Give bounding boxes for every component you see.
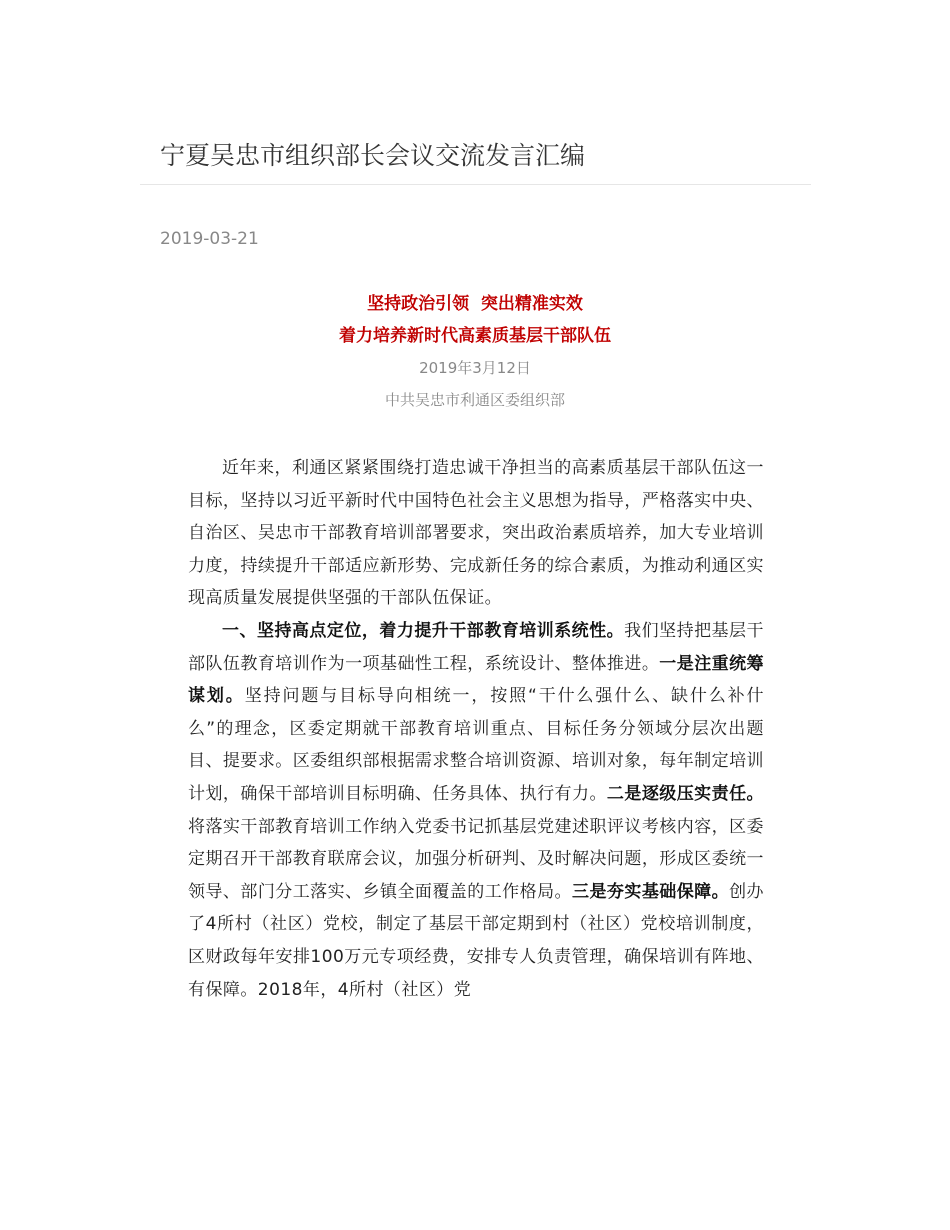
title-divider [140,184,811,185]
article-headline-line-2: 着力培养新时代高素质基层干部队伍 [339,326,611,346]
section-intro-text: 我们坚持把基层干部队伍教育培训作为一项基础性工程，系统设计、整体推进。 [188,620,764,674]
article-body [188,452,764,1006]
point-1-heading: 一是注重统筹谋划。 [188,653,765,707]
point-2-heading: 二是逐级压实责任。 [606,783,764,804]
point-1-text: 坚持问题与目标导向相统一，按照“干什么强什么、缺什么补什么”的理念，区委定期就干部教育培训重点、目标任务分领域分层次出题目、提要求。区委组织部根据需求整合培训资源、培训对象，每年制定培训计划，确保干部培训目标明确、任务具体、执行有力。 [188,686,765,804]
section-heading: 一、坚持高点定位，着力提升干部教育培训系统性。 [222,620,625,641]
article-author: 中共吴忠市利通区委组织部 [384,391,565,409]
body-paragraph-section-1 [188,615,764,1006]
point-3-text: 创办了4所村（社区）党校，制定了基层干部定期到村（社区）党校培训制度，区财政每年安排100万元专项经费，安排专人负责管理，确保培训有阵地、有保障。2018年，4所村（社区）党 [188,881,764,1000]
point-2-text: 将落实干部教育培训工作纳入党委书记抓基层党建述职评议考核内容，区委定期召开干部教育联席会议，加强分析研判、及时解决问题，形成区委统一领导、部门分工落实、乡镇全面覆盖的工作格局。 [188,816,764,902]
page-title: 宁夏吴忠市组织部长会议交流发言汇编 [160,141,586,170]
speech-date: 2019年3月12日 [419,359,531,377]
article-header [188,288,762,416]
point-3-heading: 三是夯实基础保障。 [572,881,730,902]
article-headline-line-1: 坚持政治引领 突出精准实效 [367,294,583,314]
body-paragraph-intro: 近年来，利通区紧紧围绕打造忠诚干净担当的高素质基层干部队伍这一目标，坚持以习近平新时代中国特色社会主义思想为指导，严格落实中央、自治区、吴忠市干部教育培训部署要求，突出政治素质培养，加大专业培训力度，持续提升干部适应新形势、完成新任务的综合素质，为推动利通区实现高质量发展提供坚强的干部队伍保证。 [188,458,764,609]
publish-date: 2019-03-21 [160,229,259,249]
